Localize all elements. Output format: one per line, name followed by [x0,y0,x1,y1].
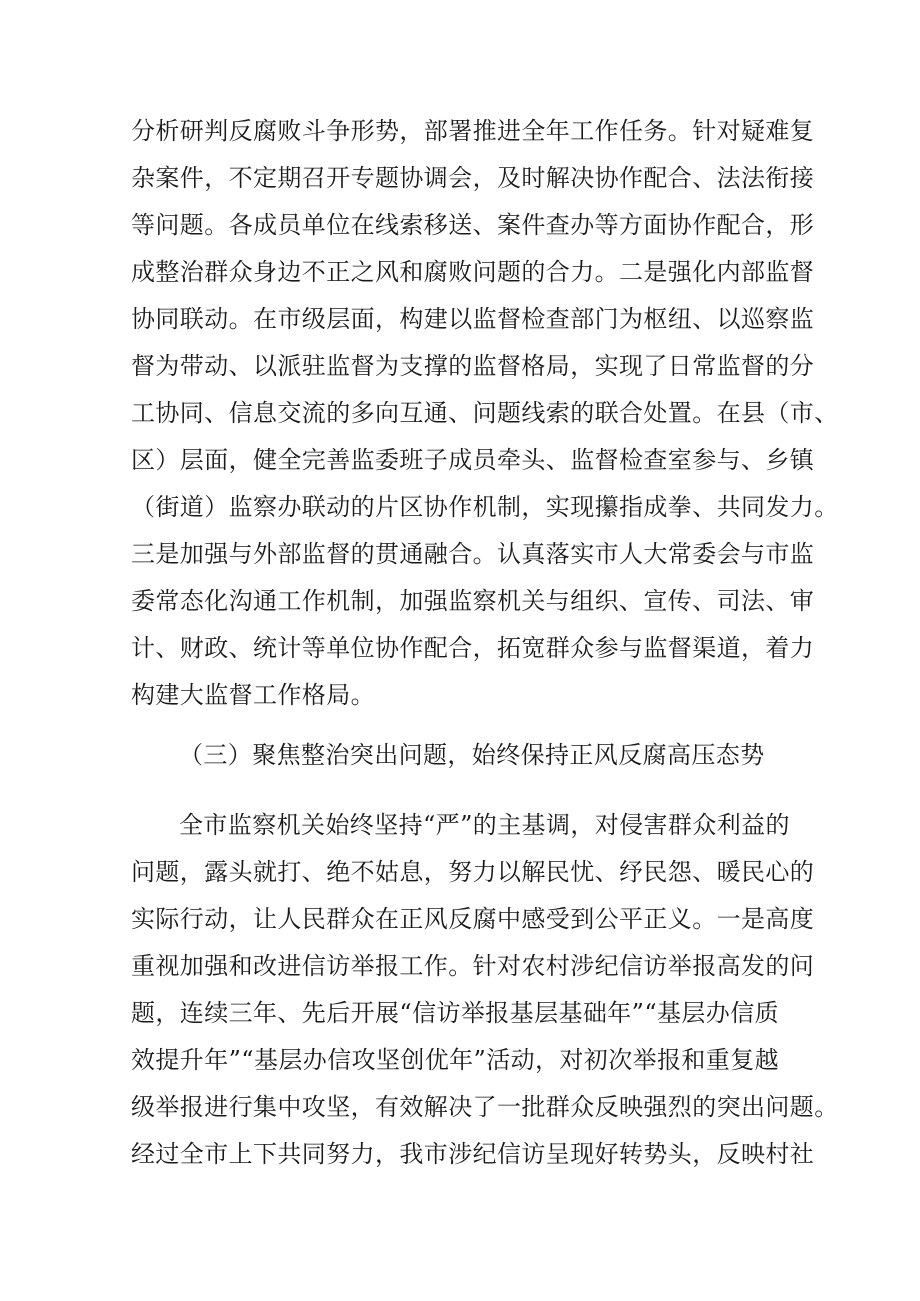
paragraph-line: 计、财政、统计等单位协作配合，拓宽群众参与监督渠道，着力 [131,634,815,662]
paragraph-line: 协同联动。在市级层面，构建以监督检查部门为枢纽、以巡察监 [131,305,815,333]
paragraph-line: 题，连续三年、先后开展“信访举报基层基础年”“基层办信质 [131,999,780,1027]
paragraph-line: 重视加强和改进信访举报工作。针对农村涉纪信访举报高发的问 [131,952,815,980]
paragraph-line: 委常态化沟通工作机制，加强监察机关与组织、宣传、司法、审 [131,587,815,615]
paragraph-line: 全市监察机关始终坚持“严”的主基调，对侵害群众利益的 [179,811,790,839]
paragraph-line: 三是加强与外部监督的贯通融合。认真落实市人大常委会与市监 [131,540,815,568]
paragraph-line: 等问题。各成员单位在线索移送、案件查办等方面协作配合，形 [131,211,815,239]
section-heading: （三）聚焦整治突出问题，始终保持正风反腐高压态势 [179,741,765,769]
paragraph-line: 效提升年”“基层办信攻坚创优年”活动，对初次举报和重复越 [131,1046,780,1074]
paragraph-line: 问题，露头就打、绝不姑息，努力以解民忧、纾民怨、暖民心的 [131,858,815,886]
paragraph-line: 经过全市上下共同努力，我市涉纪信访呈现好转势头，反映村社 [131,1140,815,1168]
paragraph-2 [131,802,839,1178]
paragraph-line: 工协同、信息交流的多向互通、问题线索的联合处置。在县（市、 [131,399,839,427]
paragraph-1 [131,108,839,719]
paragraph-line: 构建大监督工作格局。 [131,681,375,709]
paragraph-line: 区）层面，健全完善监委班子成员牵头、监督检查室参与、乡镇 [131,446,815,474]
paragraph-line: 实际行动，让人民群众在正风反腐中感受到公平正义。一是高度 [131,905,815,933]
paragraph-line: 分析研判反腐败斗争形势，部署推进全年工作任务。针对疑难复 [131,117,815,145]
paragraph-line: 级举报进行集中攻坚，有效解决了一批群众反映强烈的突出问题。 [131,1093,839,1121]
paragraph-line: （街道）监察办联动的片区协作机制，实现攥指成拳、共同发力。 [131,493,839,521]
paragraph-line: 杂案件，不定期召开专题协调会，及时解决协作配合、法法衔接 [131,164,815,192]
paragraph-line: 成整治群众身边不正之风和腐败问题的合力。二是强化内部监督 [131,258,815,286]
paragraph-line: 督为带动、以派驻监督为支撑的监督格局，实现了日常监督的分 [131,352,815,380]
